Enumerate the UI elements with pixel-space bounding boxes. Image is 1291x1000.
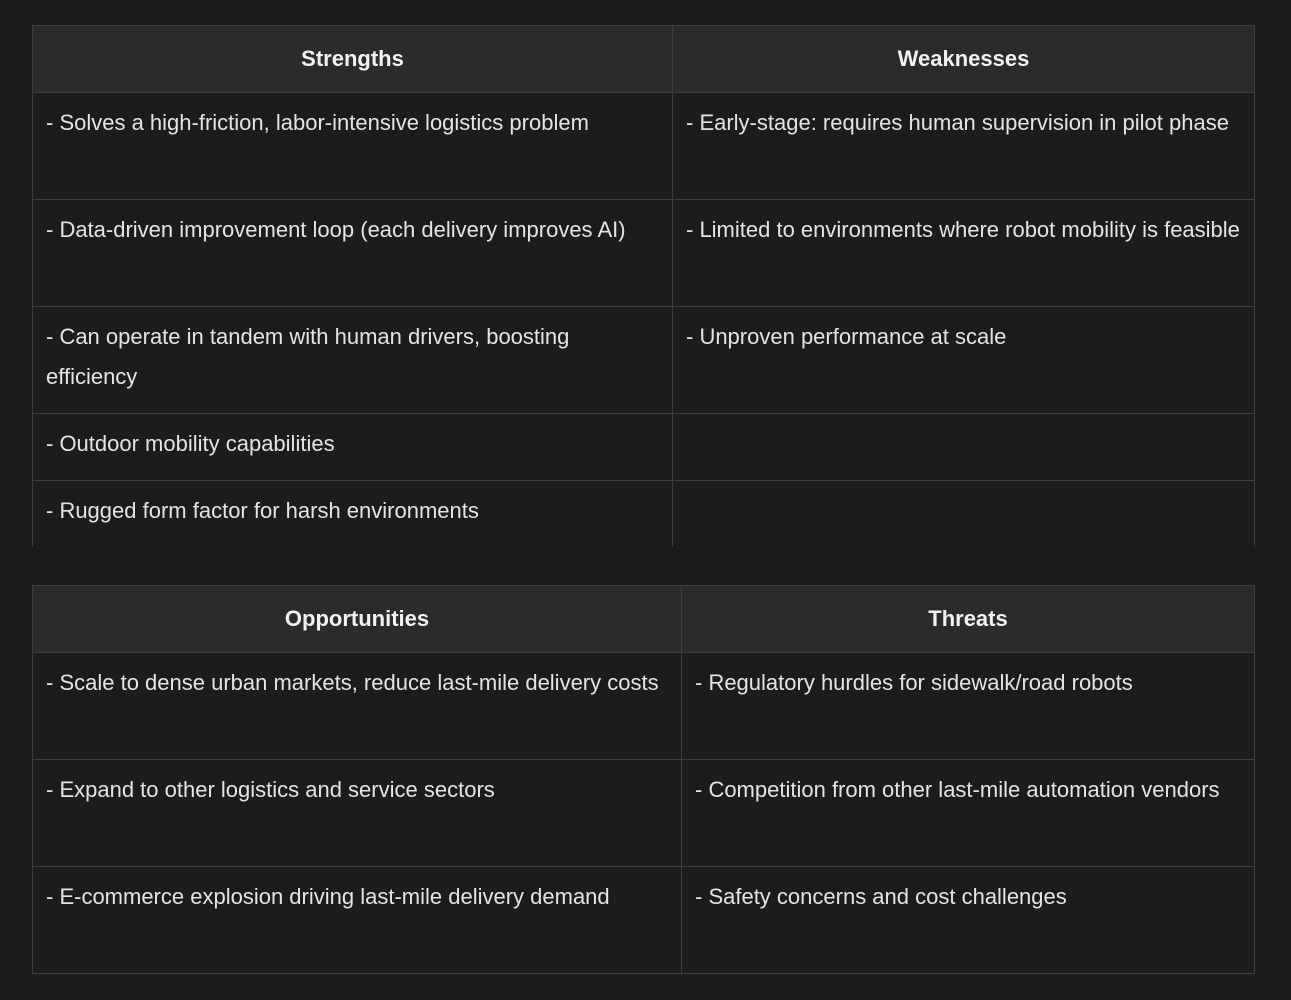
table-row xyxy=(33,307,1255,414)
strength-cell: - Can operate in tandem with human drivers, boosting efficiency xyxy=(33,307,673,414)
opportunities-threats-table xyxy=(32,585,1255,974)
strength-cell: - Solves a high-friction, labor-intensive logistics problem xyxy=(33,93,673,200)
table-row xyxy=(33,93,1255,200)
threat-cell: - Regulatory hurdles for sidewalk/road robots xyxy=(682,653,1255,760)
table-row xyxy=(33,867,1255,974)
weakness-cell: - Unproven performance at scale xyxy=(673,307,1255,414)
weakness-cell: - Limited to environments where robot mobility is feasible xyxy=(673,200,1255,307)
table-row xyxy=(33,200,1255,307)
threat-cell: - Safety concerns and cost challenges xyxy=(682,867,1255,974)
strength-cell: - Outdoor mobility capabilities xyxy=(33,414,673,481)
strengths-weaknesses-table xyxy=(32,25,1255,547)
opportunity-cell: - Expand to other logistics and service sectors xyxy=(33,760,682,867)
table-row xyxy=(33,481,1255,548)
weakness-cell: - Early-stage: requires human supervision in pilot phase xyxy=(673,93,1255,200)
threats-header: Threats xyxy=(682,586,1255,653)
table-row xyxy=(33,653,1255,760)
strength-cell: - Rugged form factor for harsh environments xyxy=(33,481,673,548)
opportunity-cell: - Scale to dense urban markets, reduce last-mile delivery costs xyxy=(33,653,682,760)
weakness-cell xyxy=(673,481,1255,548)
table-header-row xyxy=(33,586,1255,653)
table-row xyxy=(33,760,1255,867)
strengths-header: Strengths xyxy=(33,26,673,93)
strength-cell: - Data-driven improvement loop (each delivery improves AI) xyxy=(33,200,673,307)
table-row xyxy=(33,414,1255,481)
threat-cell: - Competition from other last-mile automation vendors xyxy=(682,760,1255,867)
opportunities-header: Opportunities xyxy=(33,586,682,653)
opportunity-cell: - E-commerce explosion driving last-mile delivery demand xyxy=(33,867,682,974)
weakness-cell xyxy=(673,414,1255,481)
weaknesses-header: Weaknesses xyxy=(673,26,1255,93)
table-header-row xyxy=(33,26,1255,93)
